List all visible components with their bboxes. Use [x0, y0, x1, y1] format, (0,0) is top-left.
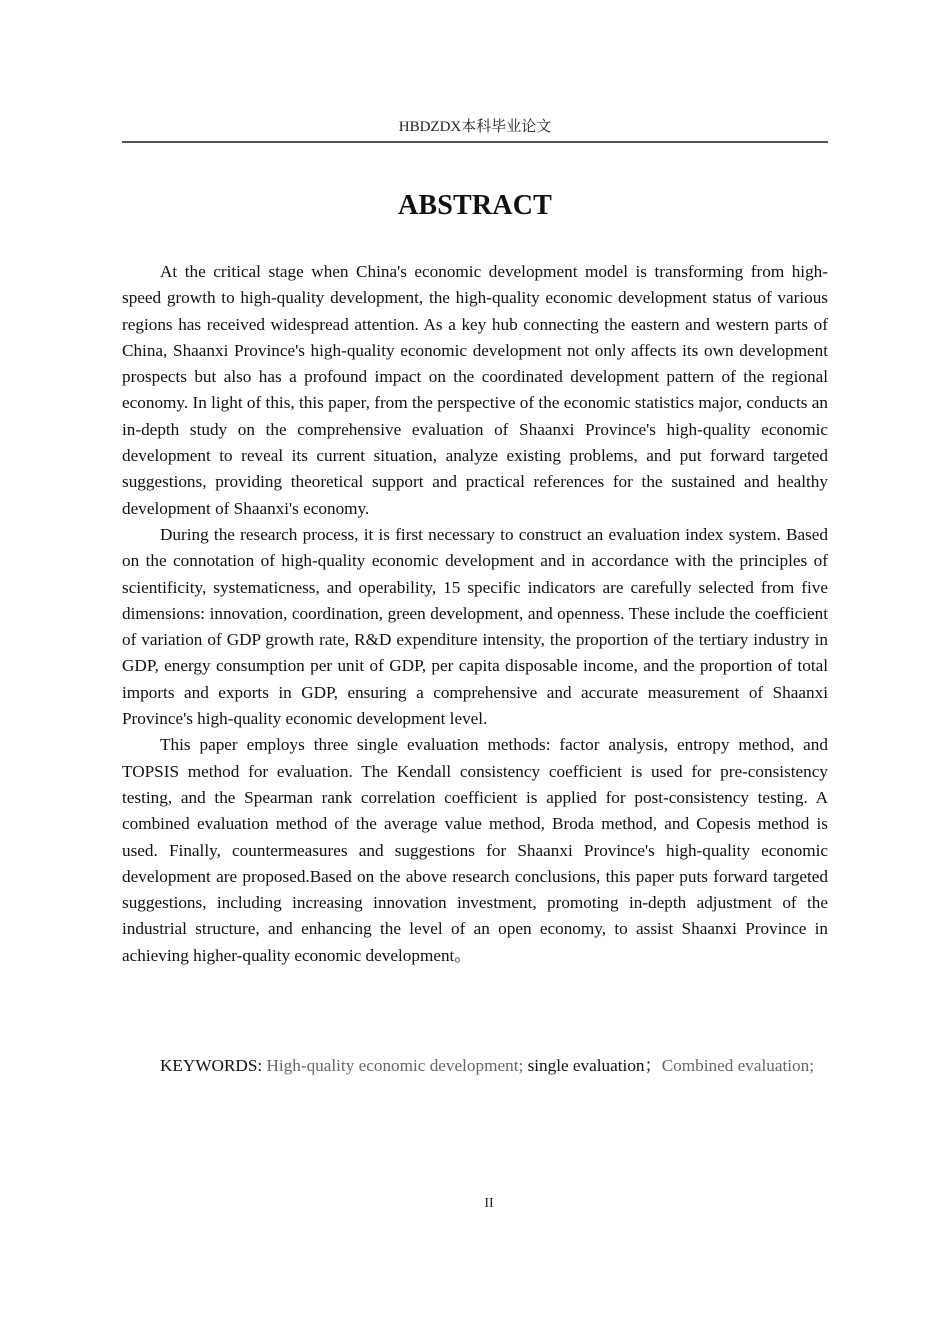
keywords-label: KEYWORDS: — [160, 1056, 267, 1075]
keyword-item: High-quality economic development; — [266, 1056, 528, 1075]
running-header: HBDZDX本科毕业论文 — [398, 119, 552, 135]
abstract-body — [122, 259, 828, 969]
abstract-paragraph-2: During the research process, it is first necessary to construct an evaluation index system. Based on the connotation of high-quality economic development and in accordance with the principles of scientificity, systematicness, and operability, 15 specific indicators are carefully selected from five dimensions: innovation, coordination, green development, and openness. These include the coefficient of variation of GDP growth rate, R&D expenditure intensity, the proportion of the tertiary industry in GDP, energy consumption per unit of GDP, per capita disposable income, and the proportion of total imports and exports in GDP, ensuring a comprehensive and accurate measurement of Shaanxi Province's high-quality economic development level. — [122, 524, 828, 729]
keyword-item: single evaluation； — [527, 1056, 662, 1075]
header-rule — [122, 141, 828, 143]
keywords-line — [122, 1050, 828, 1082]
page-number: II — [484, 1196, 494, 1211]
abstract-paragraph-3: This paper employs three single evaluation methods: factor analysis, entropy method, and TOPSIS method for evaluation. The Kendall consistency coefficient is used for pre-consistency testing, and the Spearman rank correlation coefficient is applied for post-consistency testing. A combined evaluation method of the average value method, Broda method, and Copesis method is used. Finally, countermeasures and suggestions for Shaanxi Province's high-quality economic development are proposed.Based on the above research conclusions, this paper puts forward targeted suggestions, including increasing innovation investment, promoting in-depth adjustment of the industrial structure, and enhancing the level of an open economy, to assist Shaanxi Province in achieving higher-quality economic development。 — [122, 735, 828, 965]
abstract-title: ABSTRACT — [397, 190, 553, 221]
abstract-paragraph-1: At the critical stage when China's economic development model is transforming from high-speed growth to high-quality development, the high-quality economic development status of various regions has received widespread attention. As a key hub connecting the eastern and western parts of China, Shaanxi Province's high-quality economic development not only affects its own development prospects but also has a profound impact on the coordinated development pattern of the regional economy. In light of this, this paper, from the perspective of the economic statistics major, conducts an in-depth study on the comprehensive evaluation of Shaanxi Province's high-quality economic development to reveal its current situation, analyze existing problems, and put forward targeted suggestions, providing theoretical support and practical references for the sustained and healthy development of Shaanxi's economy. — [122, 262, 828, 518]
keyword-item: Combined evaluation; — [661, 1056, 814, 1075]
